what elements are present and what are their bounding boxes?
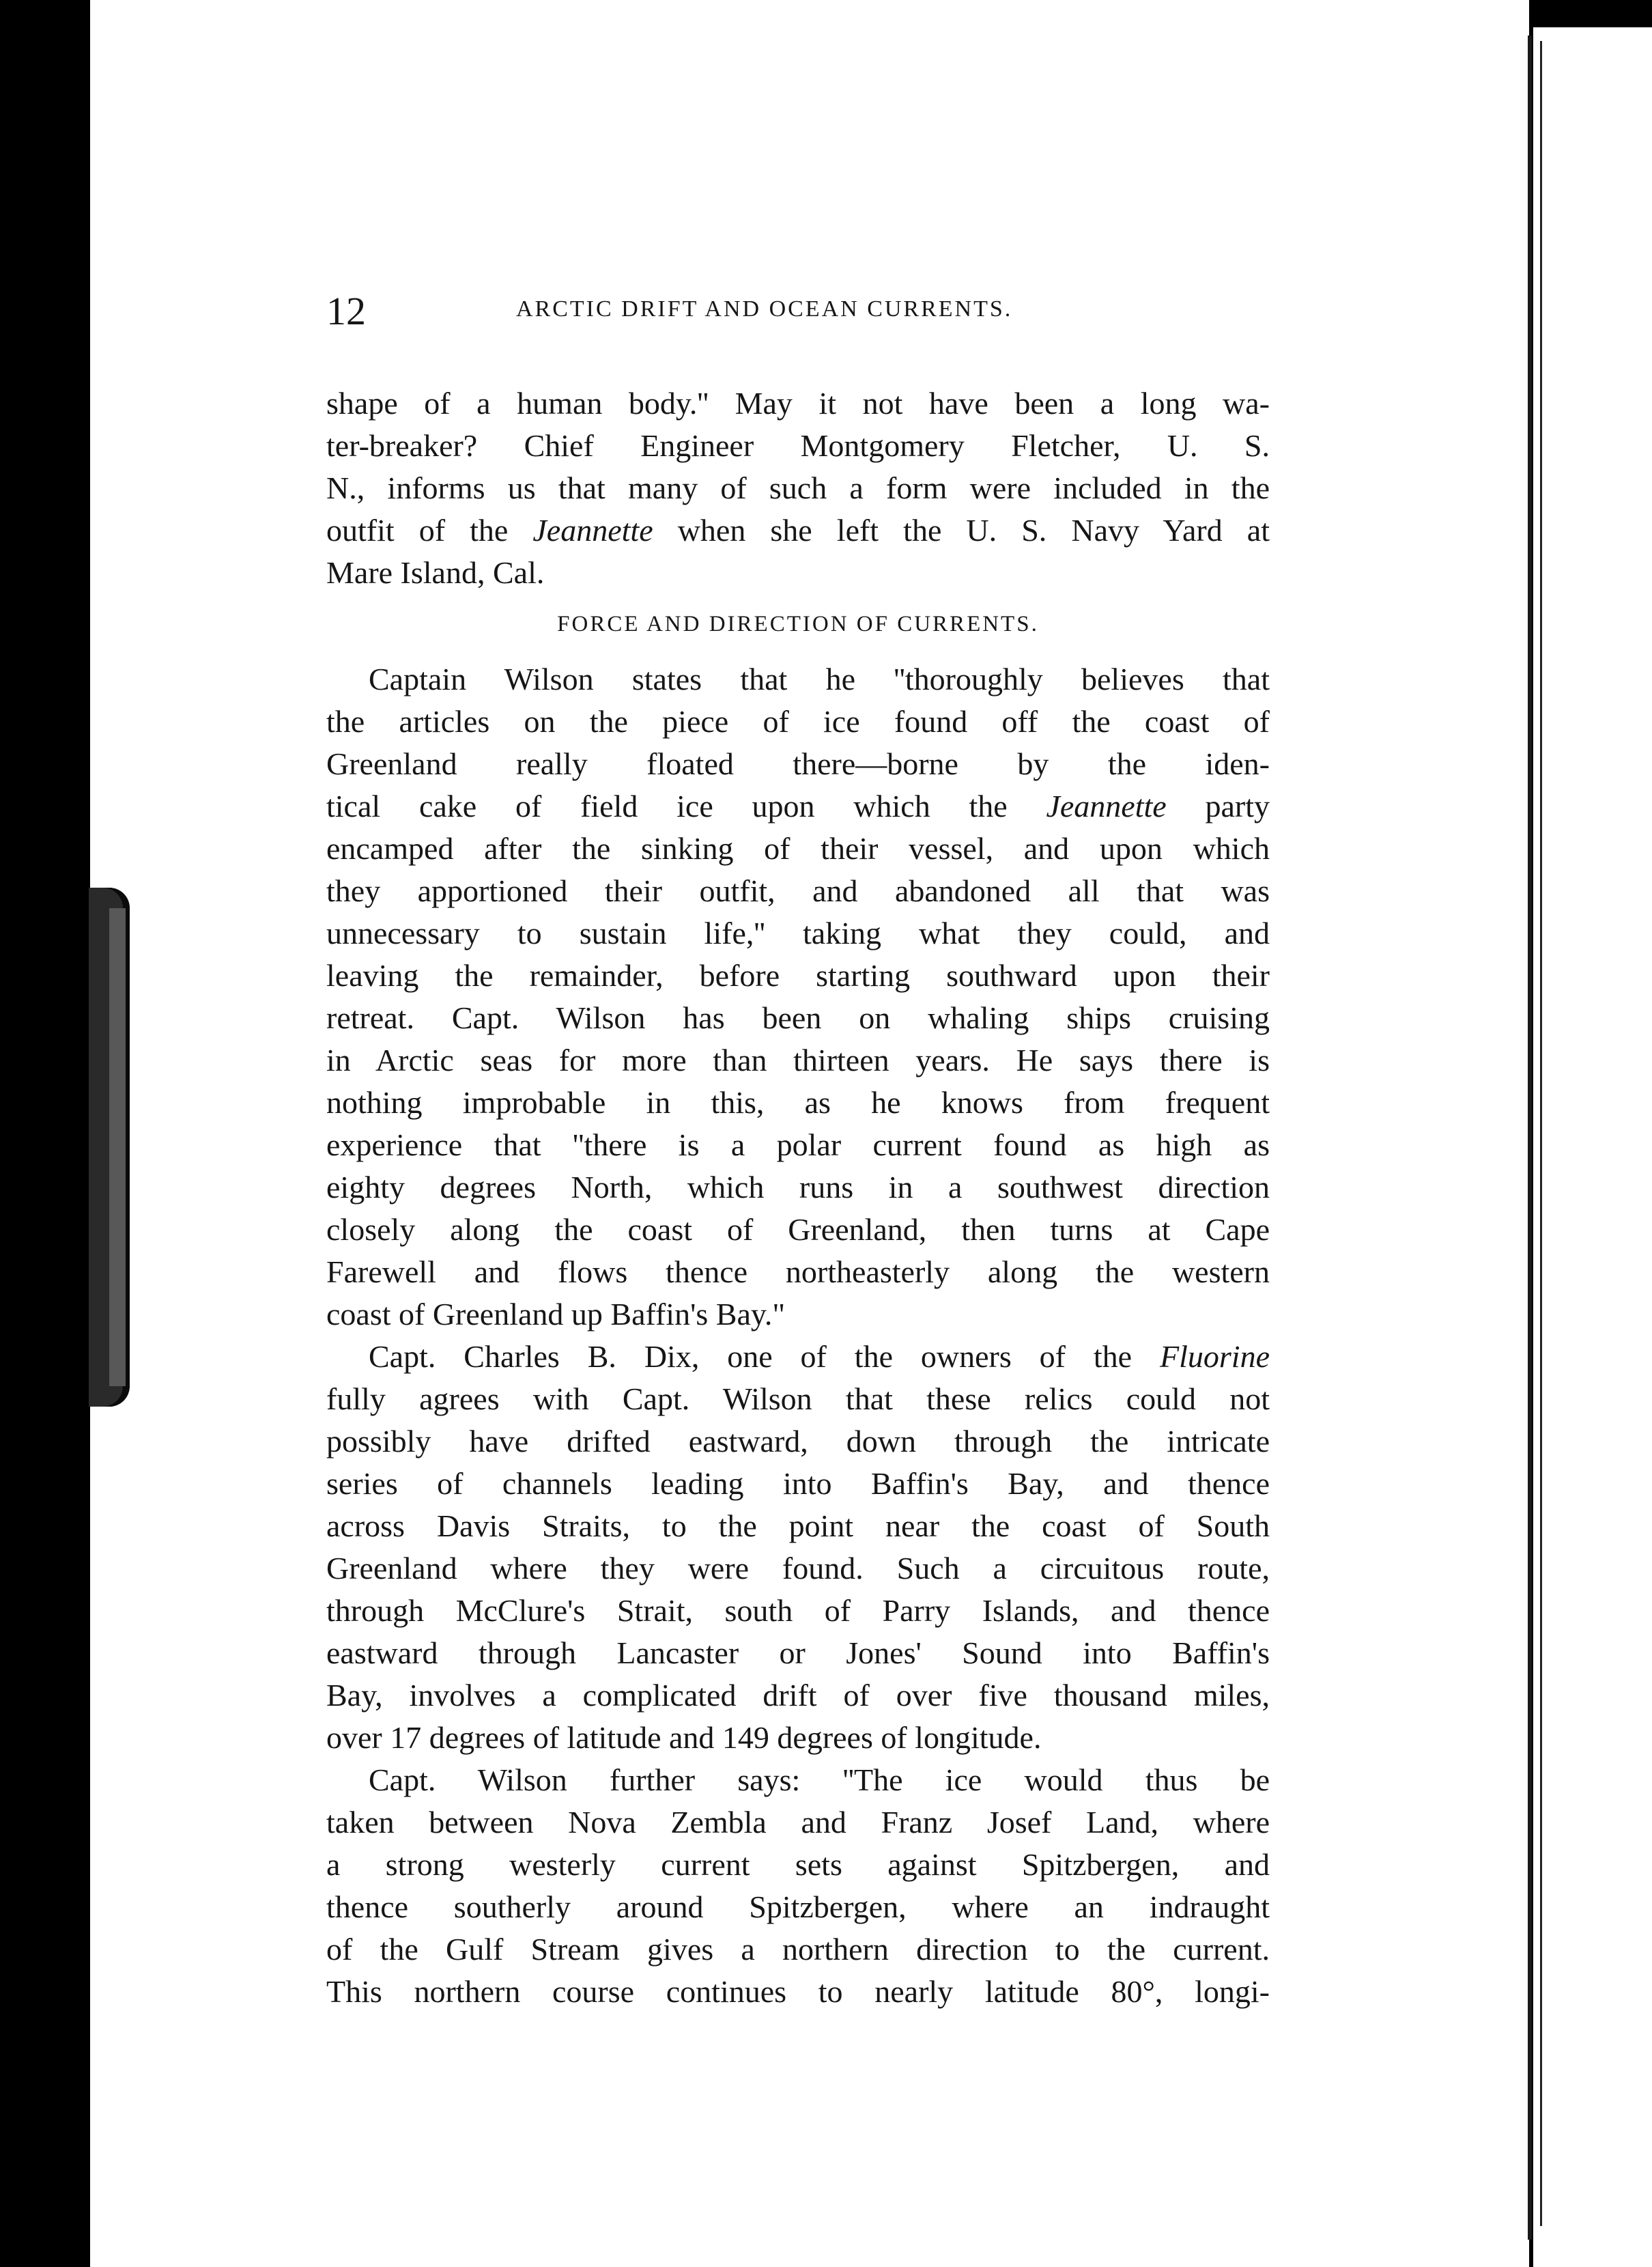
text-line: thence southerly around Spitzbergen, where an indraught bbox=[326, 1889, 1270, 1924]
text-line bbox=[326, 785, 1270, 828]
text-line: fully agrees with Capt. Wilson that these relics could not bbox=[326, 1381, 1270, 1416]
text-line: Greenland really floated there—borne by the iden- bbox=[326, 746, 1270, 781]
text-line: nothing improbable in this, as he knows from frequent bbox=[326, 1085, 1270, 1120]
text-line: coast of Greenland up Baffin's Bay." bbox=[326, 1297, 786, 1332]
text-line: Farewell and flows thence northeasterly along the western bbox=[326, 1254, 1270, 1289]
text-line bbox=[326, 1336, 1270, 1378]
text-segment: tical cake of field ice upon which the bbox=[326, 789, 1046, 823]
text-segment: when she left the U. S. Navy Yard at bbox=[653, 513, 1270, 548]
text-line: the articles on the piece of ice found off the coast of bbox=[326, 704, 1270, 739]
text-line: eastward through Lancaster or Jones' Sound into Baffin's bbox=[326, 1635, 1270, 1670]
running-title: ARCTIC DRIFT AND OCEAN CURRENTS. bbox=[516, 296, 1013, 322]
text-line: they apportioned their outfit, and abandoned all that was bbox=[326, 873, 1270, 908]
text-line: ter-breaker? Chief Engineer Montgomery Fletcher, U. S. bbox=[326, 428, 1270, 463]
section-heading: FORCE AND DIRECTION OF CURRENTS. bbox=[557, 612, 1039, 636]
adjacent-page-margin bbox=[1533, 27, 1652, 2267]
text-line: in Arctic seas for more than thirteen years. He says there is bbox=[326, 1043, 1270, 1078]
text-line: closely along the coast of Greenland, then turns at Cape bbox=[326, 1212, 1270, 1247]
text-line: N., informs us that many of such a form were included in the bbox=[326, 470, 1270, 505]
paragraph bbox=[326, 382, 1270, 594]
text-line: unnecessary to sustain life,'' taking what they could, and bbox=[326, 916, 1270, 951]
text-line: eighty degrees North, which runs in a southwest direction bbox=[326, 1170, 1270, 1205]
binding-fold-line bbox=[1540, 41, 1542, 2226]
text-line: shape of a human body.'' May it not have been a long wa- bbox=[326, 386, 1270, 421]
text-line: Captain Wilson states that he ''thoroughly believes that bbox=[369, 662, 1270, 696]
text-line: leaving the remainder, before starting southward upon their bbox=[326, 958, 1270, 993]
paragraph bbox=[326, 1336, 1270, 1759]
text-segment: outfit of the bbox=[326, 513, 533, 548]
page-content bbox=[326, 287, 1270, 2013]
text-line: over 17 degrees of latitude and 149 degrees of longitude. bbox=[326, 1720, 1042, 1755]
text-line: experience that ''there is a polar current found as high as bbox=[326, 1127, 1270, 1162]
text-line: retreat. Capt. Wilson has been on whaling ships cruising bbox=[326, 1000, 1270, 1035]
text-line: taken between Nova Zembla and Franz Josef Land, where bbox=[326, 1805, 1270, 1840]
text-line: across Davis Straits, to the point near the coast of South bbox=[326, 1508, 1270, 1543]
page-number: 12 bbox=[326, 289, 366, 333]
italic-vessel-name: Jeannette bbox=[532, 513, 653, 548]
text-line: Mare Island, Cal. bbox=[326, 555, 545, 590]
text-line: Greenland where they were found. Such a circuitous route, bbox=[326, 1551, 1270, 1586]
paragraph bbox=[326, 1759, 1270, 2013]
paragraph bbox=[326, 658, 1270, 1336]
text-line: series of channels leading into Baffin's Bay, and thence bbox=[326, 1466, 1270, 1501]
running-head bbox=[326, 287, 1270, 341]
text-line: Bay, involves a complicated drift of over five thousand miles, bbox=[326, 1678, 1270, 1713]
text-line bbox=[326, 509, 1270, 552]
text-line: encamped after the sinking of their vessel, and upon which bbox=[326, 831, 1270, 866]
text-line: This northern course continues to nearly latitude 80°, longi- bbox=[326, 1974, 1270, 2009]
text-line: Capt. Wilson further says: ''The ice would thus be bbox=[369, 1762, 1270, 1797]
text-line: through McClure's Strait, south of Parry Islands, and thence bbox=[326, 1593, 1270, 1628]
binding-tab-highlight bbox=[109, 908, 126, 1386]
text-segment: party bbox=[1166, 789, 1270, 823]
italic-vessel-name: Jeannette bbox=[1046, 789, 1167, 823]
body-text bbox=[326, 382, 1270, 2013]
text-line: a strong westerly current sets against Spitzbergen, and bbox=[326, 1847, 1270, 1882]
text-line: of the Gulf Stream gives a northern direction to the current. bbox=[326, 1932, 1270, 1967]
text-line: possibly have drifted eastward, down through the intricate bbox=[326, 1424, 1270, 1459]
italic-vessel-name: Fluorine bbox=[1160, 1339, 1270, 1374]
text-segment: Capt. Charles B. Dix, one of the owners of the bbox=[369, 1339, 1160, 1374]
page-edge bbox=[1528, 36, 1532, 2240]
